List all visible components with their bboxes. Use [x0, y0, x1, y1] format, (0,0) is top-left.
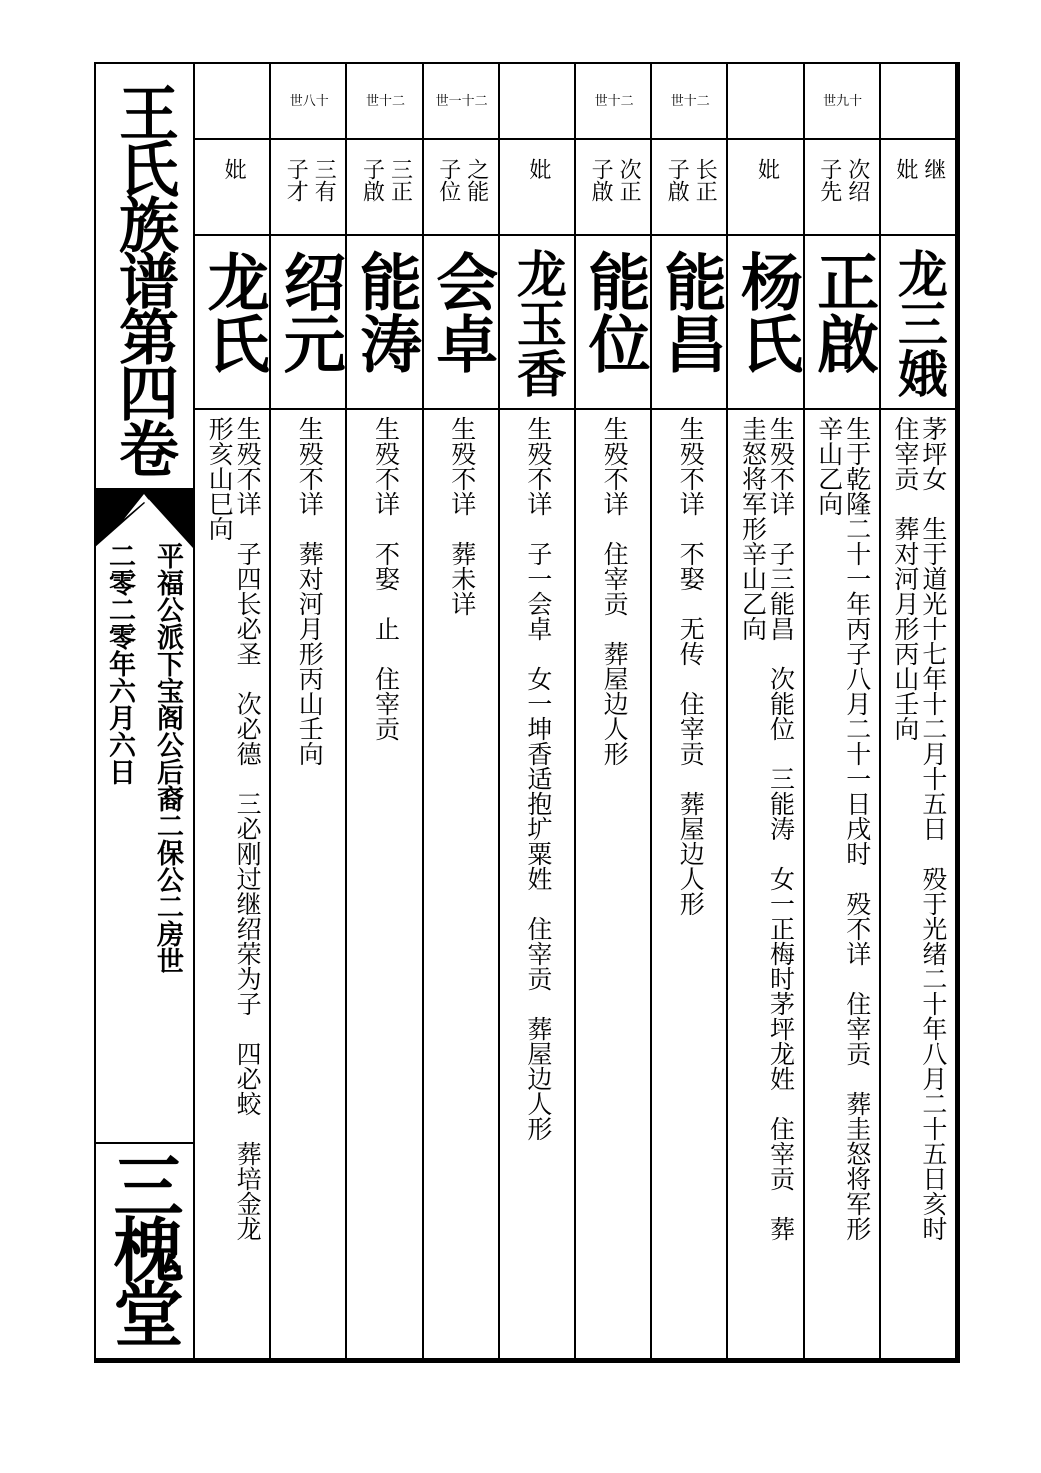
- relation-label: 继 妣: [892, 158, 946, 180]
- person-description: 生于乾隆二十一年丙子八月二十一日戌时 殁不详 住宰贡 葬圭怒将军形 辛山乙向: [814, 416, 872, 1241]
- person-description: 生殁不详 子三能昌 次能位 三能涛 女一正梅时茅坪龙姓 住宰贡 葬 圭怒将军形辛山乙向: [738, 416, 796, 1241]
- relation-label: 妣: [525, 158, 551, 180]
- person-name: 龙玉香: [508, 248, 568, 398]
- relation-label: 长正 子啟: [664, 158, 718, 202]
- relation-label: 妣: [221, 158, 247, 180]
- book-title: 王氏族谱第四卷: [109, 82, 179, 474]
- person-name: 正啟: [806, 250, 880, 374]
- title-column: [94, 62, 195, 1360]
- relation-label: 次绍 子先: [816, 158, 870, 202]
- person-description: 生殁不详 葬未详: [447, 416, 477, 616]
- person-name: 会卓: [425, 250, 499, 374]
- generation-label: 世一十二: [435, 94, 488, 109]
- relation-label: 妣: [754, 158, 780, 180]
- person-name: 能位: [578, 250, 652, 374]
- person-name: 龙氏: [197, 250, 271, 374]
- hall-name: 三槐堂: [102, 1150, 185, 1342]
- chevron-ornament-icon: [94, 494, 193, 548]
- person-description: 生殁不详 葬对河月形丙山壬向: [295, 416, 325, 766]
- generation-label: 世十二: [594, 94, 634, 109]
- relation-label: 三有 子才: [283, 158, 337, 202]
- person-name: 绍元: [273, 250, 347, 374]
- person-description: 生殁不详 不娶 无传 住宰贡 葬屋边人形: [676, 416, 706, 916]
- relation-label: 三正 子啟: [359, 158, 413, 202]
- generation-label: 世八十: [289, 94, 329, 109]
- person-description: 生殁不详 子一会卓 女一坤香适抱圹粟姓 住宰贡 葬屋边人形: [523, 416, 553, 1141]
- person-description: 茅坪女 生于道光十七年十二月十五日 殁于光绪二十年八月二十五日亥时 住宰贡 葬对河月形丙山壬向: [890, 416, 948, 1241]
- person-name: 龙三娥: [889, 248, 949, 398]
- relation-label: 次正 子啟: [588, 158, 642, 202]
- generation-label: 世九十: [823, 94, 863, 109]
- person-name: 能涛: [349, 250, 423, 374]
- person-name: 杨氏: [730, 250, 804, 374]
- person-description: 生殁不详 住宰贡 葬屋边人形: [600, 416, 630, 766]
- hall-divider: [94, 1142, 193, 1144]
- relation-label: 之能 子位: [435, 158, 489, 202]
- generation-label: 世十二: [365, 94, 405, 109]
- person-description: 生殁不详 子四长必圣 次必德 三必刚过继绍荣为子 四必蛟 葬培金龙 形亥山巳向: [205, 416, 263, 1241]
- generation-label: 世十二: [670, 94, 710, 109]
- compile-date: 二零二零年六月六日: [104, 542, 135, 785]
- lineage-subtitle: 平福公派下宝阁公后裔二保公二房世: [152, 542, 183, 974]
- person-description: 生殁不详 不娶 止 住宰贡: [371, 416, 401, 741]
- person-name: 能昌: [654, 250, 728, 374]
